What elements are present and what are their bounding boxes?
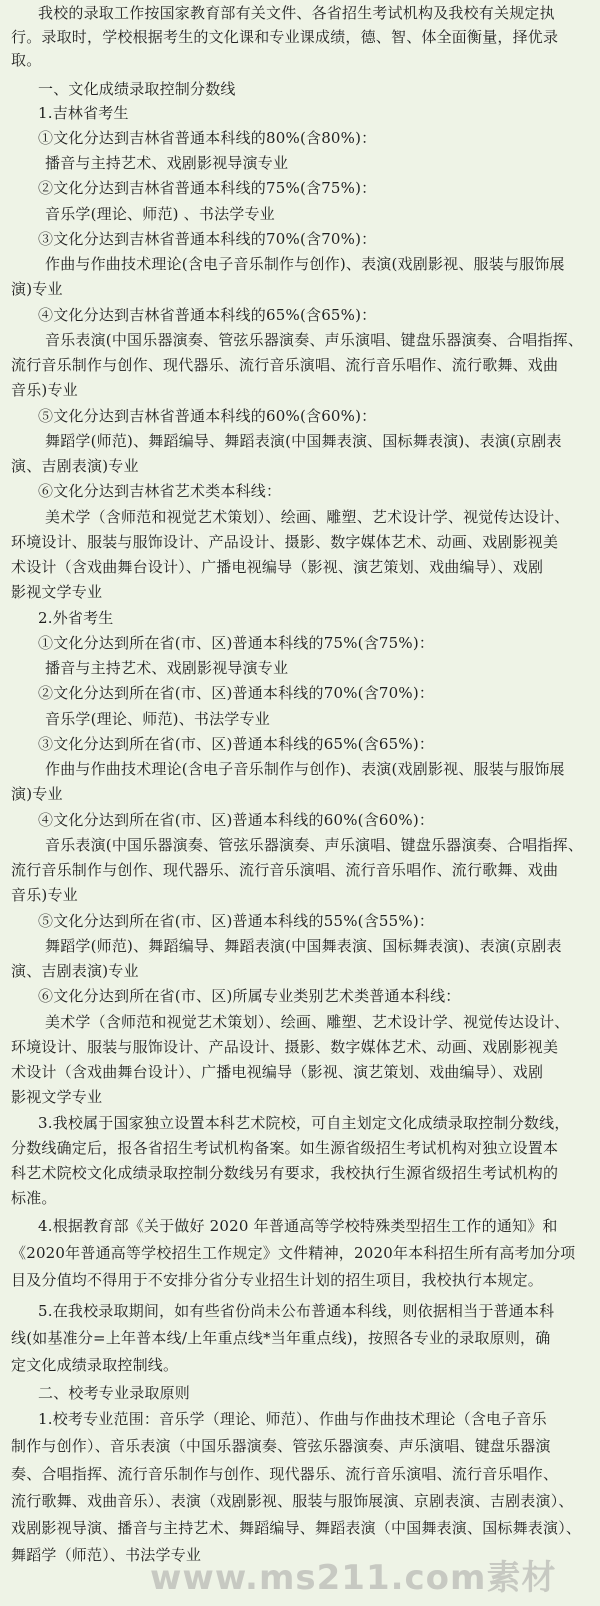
text-line: 播音与主持艺术、戏剧影视导演专业 [45, 659, 289, 677]
text-line: 音乐表演(中国乐器演奏、管弦乐器演奏、声乐演唱、键盘乐器演奏、合唱指挥、 [45, 836, 584, 854]
text-line: 影视文学专业 [11, 1088, 103, 1106]
text-line: 4.根据教育部《关于做好 2020 年普通高等学校特殊类型招生工作的通知》和 [38, 1217, 558, 1235]
watermark: www.ms211.com素材 [150, 1558, 557, 1598]
text-line: 音乐表演(中国乐器演奏、管弦乐器演奏、声乐演唱、键盘乐器演奏、合唱指挥、 [45, 331, 584, 349]
text-line: 3.我校属于国家独立设置本科艺术院校，可自主划定文化成绩录取控制分数线， [38, 1114, 570, 1132]
text-line: 音乐)专业 [11, 886, 78, 904]
text-line: 环境设计、服装与服饰设计、产品设计、摄影、数字媒体艺术、动画、戏剧影视美 [11, 533, 559, 551]
text-line: 流行音乐制作与创作、现代器乐、流行音乐演唱、流行音乐唱作、流行歌舞、戏曲 [11, 356, 559, 374]
text-line: 作曲与作曲技术理论(含电子音乐制作与创作)、表演(戏剧影视、服装与服饰展 [45, 255, 565, 273]
text-line: 我校的录取工作按国家教育部有关文件、各省招生考试机构及我校有关规定执 [38, 4, 555, 22]
text-line: ①文化分达到所在省(市、区)普通本科线的75%(含75%)： [38, 634, 435, 652]
text-line: 目及分值均不得用于不安排分省分专业招生计划的招生项目，我校执行本规定。 [11, 1271, 544, 1289]
text-line: 美术学（含师范和视觉艺术策划）、绘画、雕塑、艺术设计学、视觉传达设计、 [45, 508, 570, 526]
text-line: ⑤文化分达到吉林省普通本科线的60%(含60%)： [38, 407, 377, 425]
text-line: 行。录取时，学校根据考生的文化课和专业课成绩，德、智、体全面衡量，择优录 [11, 28, 559, 46]
text-line: ④文化分达到所在省(市、区)普通本科线的60%(含60%)： [38, 811, 435, 829]
text-line: 2.外省考生 [38, 609, 114, 627]
text-line: 演、吉剧表演)专业 [11, 457, 139, 475]
text-line: 环境设计、服装与服饰设计、产品设计、摄影、数字媒体艺术、动画、戏剧影视美 [11, 1038, 559, 1056]
text-line: 播音与主持艺术、戏剧影视导演专业 [45, 154, 289, 172]
text-line: ②文化分达到所在省(市、区)普通本科线的70%(含70%)： [38, 684, 435, 702]
text-line: 演)专业 [11, 280, 63, 298]
text-line: 制作与创作）、音乐表演（中国乐器演奏、管弦乐器演奏、声乐演唱、键盘乐器演 [11, 1437, 551, 1455]
text-line: 流行音乐制作与创作、现代器乐、流行音乐演唱、流行音乐唱作、流行歌舞、戏曲 [11, 861, 559, 879]
text-line: 取。 [11, 51, 42, 69]
text-line: 舞蹈学(师范)、舞蹈编导、舞蹈表演(中国舞表演、国标舞表演)、表演(京剧表 [45, 937, 562, 955]
text-line: 定文化成绩录取控制线。 [11, 1356, 179, 1374]
text-line: 分数线确定后，报各省招生考试机构备案。如生源省级招生考试机构对独立设置本 [11, 1139, 559, 1157]
text-line: 美术学（含师范和视觉艺术策划）、绘画、雕塑、艺术设计学、视觉传达设计、 [45, 1013, 570, 1031]
text-line: 奏、合唱指挥、流行音乐制作与创作、现代器乐、流行音乐演唱、流行音乐唱作、 [11, 1465, 559, 1483]
text-line: 演、吉剧表演)专业 [11, 962, 139, 980]
text-line: 音乐学(理论、师范)、书法学专业 [45, 710, 270, 728]
text-line: 音乐)专业 [11, 381, 78, 399]
text-line: 舞蹈学（师范）、书法学专业 [11, 1546, 202, 1564]
text-line: 作曲与作曲技术理论(含电子音乐制作与创作)、表演(戏剧影视、服装与服饰展 [45, 760, 565, 778]
text-line: ③文化分达到吉林省普通本科线的70%(含70%)： [38, 230, 377, 248]
text-line: 流行歌舞、戏曲音乐）、表演（戏剧影视、服装与服饰展演、京剧表演、吉剧表演）、 [11, 1492, 574, 1510]
text-line: 演)专业 [11, 785, 63, 803]
text-line: 术设计（含戏曲舞台设计）、广播电视编导（影视、演艺策划、戏曲编导）、戏剧 [11, 1063, 544, 1081]
text-line: 1.校考专业范围：音乐学（理论、师范）、作曲与作曲技术理论（含电子音乐 [38, 1410, 547, 1428]
text-line: 科艺术院校文化成绩录取控制分数线另有要求，我校执行生源省级招生考试机构的 [11, 1164, 559, 1182]
text-line: 《2020年普通高等学校招生工作规定》文件精神，2020年本科招生所有高考加分项 [11, 1244, 576, 1262]
text-line: 音乐学(理论、师范) 、书法学专业 [45, 205, 275, 223]
text-line: 标准。 [11, 1189, 57, 1207]
text-line: ⑤文化分达到所在省(市、区)普通本科线的55%(含55%)： [38, 912, 435, 930]
text-line: 术设计（含戏曲舞台设计）、广播电视编导（影视、演艺策划、戏曲编导）、戏剧 [11, 558, 544, 576]
text-line: ④文化分达到吉林省普通本科线的65%(含65%)： [38, 306, 377, 324]
text-line: ⑥文化分达到吉林省艺术类本科线： [38, 482, 282, 500]
text-line: 二、校考专业录取原则 [38, 1384, 191, 1402]
text-line: ⑥文化分达到所在省(市、区)所属专业类别艺术类普通本科线： [38, 987, 461, 1005]
text-line: 5.在我校录取期间，如有些省份尚未公布普通本科线，则依据相当于普通本科 [38, 1302, 555, 1320]
text-line: 戏剧影视导演、播音与主持艺术、舞蹈编导、舞蹈表演（中国舞表演、国标舞表演）、 [11, 1519, 582, 1537]
text-line: 线(如基准分=上年普本线/上年重点线*当年重点线)，按照各专业的录取原则，确 [11, 1329, 551, 1347]
text-line: ②文化分达到吉林省普通本科线的75%(含75%)： [38, 179, 377, 197]
text-line: ①文化分达到吉林省普通本科线的80%(含80%)： [38, 129, 377, 147]
text-line: 舞蹈学(师范)、舞蹈编导、舞蹈表演(中国舞表演、国标舞表演)、表演(京剧表 [45, 432, 562, 450]
text-line: 影视文学专业 [11, 583, 103, 601]
text-line: 一、文化成绩录取控制分数线 [38, 80, 236, 98]
text-line: ③文化分达到所在省(市、区)普通本科线的65%(含65%)： [38, 735, 435, 753]
text-line: 1.吉林省考生 [38, 104, 129, 122]
